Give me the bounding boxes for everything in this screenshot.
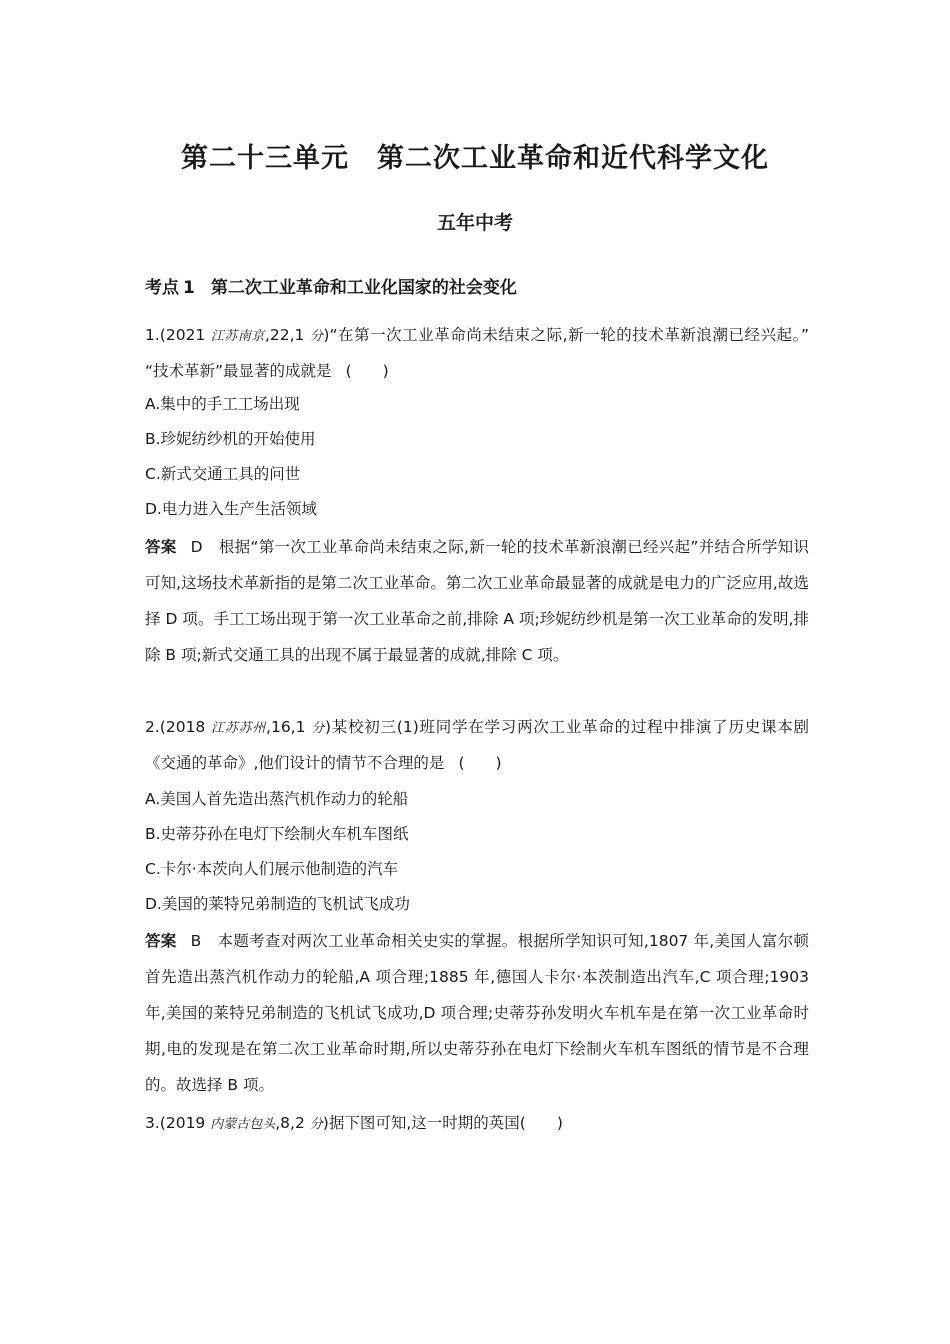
question-1-option-a: A.集中的手工工场出现 [145, 395, 300, 413]
answer-key: D [190, 538, 203, 556]
question-stem-text: 某校初三(1)班同学在学习两次工业革命的过程中排演了历史课本剧《交通的革命》,他们设计的情节不合理的是 [145, 718, 809, 772]
answer-key: B [190, 932, 202, 950]
answer-blank: ( ) [458, 754, 502, 772]
question-1-option-c: C.新式交通工具的问世 [145, 465, 301, 483]
question-source-close: ) [323, 326, 330, 344]
unit-title: 第二十三单元 第二次工业革命和近代科学文化 [181, 143, 769, 174]
question-source-score: 分 [309, 329, 324, 344]
question-stem-text: 据下图可知,这一时期的英国 [328, 1114, 520, 1132]
answer-label: 答案 [145, 538, 177, 556]
question-1-answer [145, 529, 809, 673]
exam-point-label: 考点 [145, 278, 179, 298]
answer-blank: ( ) [345, 362, 389, 380]
question-source-rest: ,16,1 [266, 718, 312, 736]
question-source-open: (2018 [159, 718, 211, 736]
question-number: 2. [145, 718, 160, 736]
question-2-option-a: A.美国人首先造出蒸汽机作动力的轮船 [145, 790, 409, 808]
answer-label: 答案 [145, 932, 177, 950]
exam-point-heading [145, 273, 517, 298]
question-source-open: (2021 [159, 326, 211, 344]
answer-explanation: 根据“第一次工业革命尚未结束之际,新一轮的技术革新浪潮已经兴起”并结合所学知识可知,这场技术革新指的是第二次工业革命。第二次工业革命最显著的成就是电力的广泛应用,故选择 D 项。手工工场出现于第一次工业革命之前,排除 A 项;珍妮纺纱机是第一次工业革命的发明,排除 B 项;新式交通工具的出现不属于最显著的成就,排除 C 项。 [145, 538, 809, 664]
question-3-stem [145, 1106, 809, 1142]
exam-point-text: 第二次工业革命和工业化国家的社会变化 [210, 278, 517, 298]
question-1-stem [145, 318, 809, 389]
question-source-region: 江苏苏州 [210, 721, 267, 736]
question-source-open: (2019 [159, 1114, 211, 1132]
question-stem-text: “在第一次工业革命尚未结束之际,新一轮的技术革新浪潮已经兴起。” “技术革新”最显著的成就是 [145, 326, 809, 380]
question-source-rest: ,22,1 [264, 326, 310, 344]
question-2-option-c: C.卡尔·本茨向人们展示他制造的汽车 [145, 860, 399, 878]
question-source-score: 分 [309, 1117, 323, 1132]
question-2-option-d: D.美国的莱特兄弟制造的飞机试飞成功 [145, 895, 410, 913]
question-2-answer [145, 923, 809, 1103]
question-source-region: 江苏南京 [210, 329, 265, 344]
question-source-close: ) [324, 718, 331, 736]
question-1-option-b: B.珍妮纺纱机的开始使用 [145, 430, 316, 448]
question-number: 1. [145, 326, 160, 344]
section-subtitle: 五年中考 [436, 212, 513, 234]
question-2-stem [145, 710, 809, 781]
question-1-option-d: D.电力进入生产生活领域 [145, 500, 317, 518]
answer-explanation: 本题考查对两次工业革命相关史实的掌握。根据所学知识可知,1807 年,美国人富尔顿首先造出蒸汽机作动力的轮船,A 项合理;1885 年,德国人卡尔·本茨制造出汽车,C 项合理;1903 年,美国的莱特兄弟制造的飞机试飞成功,D 项合理;史蒂芬孙发明火车机车是在第一次工业革命时期,电的发现是在第二次工业革命时期,所以史蒂芬孙在电灯下绘制火车机车图纸的情节是不合理的。故选择 B 项。 [145, 932, 809, 1094]
question-source-region: 内蒙古包头 [210, 1117, 276, 1132]
question-number: 3. [145, 1114, 160, 1132]
question-source-score: 分 [311, 721, 325, 736]
exam-point-number: 1 [183, 278, 195, 298]
question-2-option-b: B.史蒂芬孙在电灯下绘制火车机车图纸 [145, 825, 409, 843]
answer-blank: ( ) [519, 1114, 563, 1132]
question-source-close: ) [322, 1114, 329, 1132]
question-source-rest: ,8,2 [275, 1114, 310, 1132]
